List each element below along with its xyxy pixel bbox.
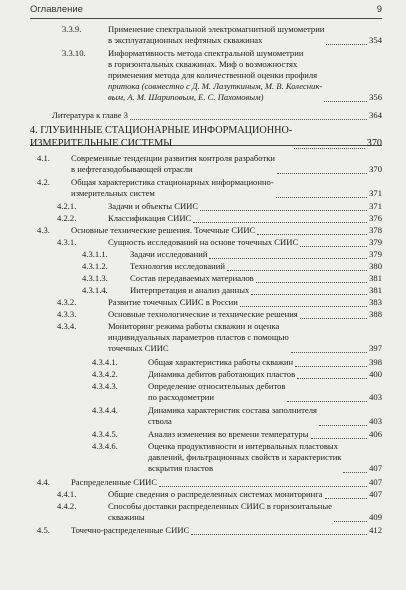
toc-entry-title — [130, 249, 207, 260]
toc-entry — [37, 225, 382, 236]
toc-entry — [82, 261, 382, 272]
toc-entry-line: Общая характеристика работы скважин — [148, 357, 294, 367]
toc-entry-line: давлений, фильтрационных свойств и характеристик — [148, 452, 342, 462]
toc-leader-dots — [209, 258, 367, 259]
toc-entry-line: Интерпретация и анализ данных — [130, 285, 250, 295]
toc-entry-line: ствола — [148, 416, 172, 426]
toc-page-number: 398 — [369, 357, 382, 367]
toc-entry-line: вскрытия пластов — [148, 463, 214, 473]
toc-page-number: 364 — [369, 110, 382, 120]
toc-entry — [92, 369, 382, 380]
toc-entry-line: Основные технологические и технические решения — [108, 309, 298, 319]
toc-entry-title — [71, 153, 275, 175]
toc-leader-dots — [276, 197, 367, 198]
toc-entry-line: измерительных систем — [71, 188, 155, 198]
toc-leader-dots — [325, 498, 367, 499]
toc-entry-number: 4.3.1.4. — [82, 285, 108, 295]
toc-entry-line: Динамика характеристик состава заполнителя — [148, 405, 317, 415]
toc-entry — [57, 489, 382, 500]
toc-entry-title — [108, 24, 324, 46]
toc-entry-number: 4.5. — [37, 525, 50, 535]
toc-page-number: 388 — [369, 309, 382, 319]
toc-leader-dots — [159, 486, 367, 487]
toc-leader-dots — [324, 101, 367, 102]
toc-entry-line: притока (совместно с Д. М. Лазуткиным, М. В. Колесник- — [108, 81, 323, 91]
toc-entry-number: 4.3.4.3. — [92, 381, 118, 391]
header-rule — [30, 18, 382, 19]
toc-entry-title — [148, 381, 285, 403]
toc-leader-dots — [277, 173, 367, 174]
toc-entry-title — [148, 357, 293, 368]
toc-entry-number: 4.4.1. — [57, 489, 77, 499]
toc-entry-line: Анализ изменения во времени температуры — [148, 429, 309, 439]
toc-entry-number: 4.3.4. — [57, 321, 77, 331]
toc-entry-number: 4.3.1. — [57, 237, 77, 247]
toc-page-number: 397 — [369, 343, 382, 353]
toc-entry-line: Основные технические решения. Точечные СИИС — [71, 225, 256, 235]
toc-entry-line: Способы доставки распределенных СИИС в горизонтальные — [108, 501, 332, 511]
toc-entry — [57, 213, 382, 224]
toc-page-number: 407 — [369, 463, 382, 473]
toc-page-number: 378 — [369, 225, 382, 235]
toc-leader-dots — [319, 425, 367, 426]
toc-entry-line: Оценка продуктивности и интервальных пластовых — [148, 441, 338, 451]
toc-entry-number: 4.2.2. — [57, 213, 77, 223]
toc-entry — [52, 110, 382, 121]
toc-leader-dots — [294, 148, 365, 149]
toc-entry-line: Развитие точечных СИИС в России — [108, 297, 238, 307]
toc-page-number: 381 — [369, 273, 382, 283]
toc-entry — [92, 405, 382, 427]
toc-leader-dots — [257, 234, 367, 235]
toc-entry-line: Технология исследований — [130, 261, 225, 271]
toc-leader-dots — [291, 352, 367, 353]
toc-entry-line: Состав передаваемых материалов — [130, 273, 254, 283]
toc-leader-dots — [343, 472, 367, 473]
toc-entry-line: в эксплуатационных нефтяных скважинах — [108, 35, 263, 45]
toc-page-number: 380 — [369, 261, 382, 271]
toc-leader-dots — [193, 222, 367, 223]
toc-entry — [37, 477, 382, 488]
toc-page-number: 381 — [369, 285, 382, 295]
toc-entry — [92, 429, 382, 440]
toc-entry — [37, 177, 382, 199]
toc-entry-line: Современные тенденции развития контроля разработки — [71, 153, 275, 163]
toc-leader-dots — [300, 318, 367, 319]
toc-leader-dots — [300, 246, 367, 247]
toc-entry-title — [130, 273, 254, 284]
toc-entry-title — [108, 48, 322, 103]
toc-entry-number: 3.3.10. — [62, 48, 86, 58]
toc-entry-number: 4.3.2. — [57, 297, 77, 307]
toc-chapter-entry — [30, 124, 382, 150]
toc-leader-dots — [295, 366, 367, 367]
toc-entry-line: Задачи и объекты СИИС — [108, 201, 199, 211]
toc-entry — [62, 48, 382, 103]
toc-entry-line: Общие сведения о распределенных системах мониторинга — [108, 489, 323, 499]
toc-entry-title — [148, 429, 309, 440]
toc-entry-number: 4.3.1.1. — [82, 249, 108, 259]
toc-entry — [82, 273, 382, 284]
toc-entry-line: Литература к главе 3 — [52, 110, 128, 120]
toc-entry-number: 4.3.4.4. — [92, 405, 118, 415]
toc-leader-dots — [130, 119, 367, 120]
toc-entry-line: скважины — [108, 512, 145, 522]
toc-entry-line: Задачи исследований — [130, 249, 208, 259]
running-header-title: Оглавление — [30, 4, 83, 15]
toc-entry-title — [52, 110, 128, 121]
toc-entry-line: Общая характеристика стационарных информационно- — [71, 177, 274, 187]
toc-entry-line: Точечно-распределенные СИИС — [71, 525, 190, 535]
toc-page-number: 379 — [369, 237, 382, 247]
toc-entry — [57, 201, 382, 212]
toc-leader-dots — [200, 210, 367, 211]
toc-leader-dots — [334, 521, 367, 522]
toc-entry — [92, 357, 382, 368]
toc-leader-dots — [240, 306, 367, 307]
toc-page-number: 370 — [366, 138, 382, 149]
toc-page-number: 371 — [369, 201, 382, 211]
toc-entry-line: индивидуальных параметров пластов с помощью — [108, 332, 289, 342]
toc-page-number: 412 — [369, 525, 382, 535]
toc-entry-line: по расходометрии — [148, 392, 214, 402]
toc-entry-line: вым, А. М. Шариповым, Е. С. Пахомовым) — [108, 92, 264, 102]
toc-entry — [57, 237, 382, 248]
toc-entry — [57, 297, 382, 308]
toc-page-number: 406 — [369, 429, 382, 439]
toc-entry-title — [108, 213, 191, 224]
toc-entry — [37, 525, 382, 536]
toc-entry-title — [108, 201, 198, 212]
toc-leader-dots — [251, 294, 367, 295]
toc-entry-title — [130, 261, 225, 272]
toc-entry — [57, 321, 382, 354]
toc-entry-title — [71, 525, 189, 536]
toc-entry — [57, 309, 382, 320]
toc-entry-title — [108, 297, 238, 308]
toc-entry-number: 4.3. — [37, 225, 50, 235]
toc-entry-number: 4.3.4.2. — [92, 369, 118, 379]
toc-page-number: 383 — [369, 297, 382, 307]
toc-entry — [92, 381, 382, 403]
toc-leader-dots — [326, 44, 367, 45]
toc-page-number: 354 — [369, 35, 382, 45]
toc-entry-line: Сущность исследований на основе точечных СИИС — [108, 237, 299, 247]
toc-leader-dots — [227, 270, 367, 271]
toc-entry-number: 4.3.4.5. — [92, 429, 118, 439]
toc-entry-number: 4.3.4.1. — [92, 357, 118, 367]
toc-entry-title — [71, 177, 274, 199]
toc-leader-dots — [297, 378, 367, 379]
toc-entry — [92, 441, 382, 474]
toc-page-number: 379 — [369, 249, 382, 259]
toc-entry-number: 4.2.1. — [57, 201, 77, 211]
toc-page-number: 356 — [369, 92, 382, 102]
toc-entry-line: Динамика дебитов работающих пластов — [148, 369, 296, 379]
toc-entry-line: точечных СИИС — [108, 343, 169, 353]
toc-page-number: 371 — [369, 188, 382, 198]
toc-leader-dots — [287, 401, 367, 402]
toc-entry-title — [71, 477, 157, 488]
toc-entry — [37, 153, 382, 175]
toc-entry-number: 4.2. — [37, 177, 50, 187]
toc-entry — [82, 285, 382, 296]
toc-entry-title — [108, 489, 323, 500]
toc-entry-title — [108, 321, 289, 354]
toc-entry — [62, 24, 382, 46]
toc-entry-number: 4.3.1.2. — [82, 261, 108, 271]
toc-entry-line: Информативность метода спектральной шумометрии — [108, 48, 304, 58]
toc-page-number: 407 — [369, 477, 382, 487]
toc-entry-title — [148, 369, 295, 380]
toc-entry — [57, 501, 382, 523]
toc-entry-title — [148, 441, 341, 474]
toc-page-number: 370 — [369, 164, 382, 174]
toc-entry-line: Мониторинг режима работы скважин и оценка — [108, 321, 280, 331]
toc-entry-line: Классификация СИИС — [108, 213, 192, 223]
toc-entry-number: 4.1. — [37, 153, 50, 163]
toc-entry-line: Применение спектральной электромагнитной шумометрии — [108, 24, 325, 34]
toc-entry-line: применения метода для количественной оценки профиля — [108, 70, 318, 80]
toc-entry-line: в нефтегазодобывающей отрасли — [71, 164, 193, 174]
toc-entry-line: Распределенные СИИС — [71, 477, 158, 487]
toc-entry-number: 4.3.1.3. — [82, 273, 108, 283]
toc-page-number: 403 — [369, 392, 382, 402]
toc-leader-dots — [191, 534, 367, 535]
running-header-page-number: 9 — [376, 4, 382, 15]
toc-entry-line: Определение относительных дебитов — [148, 381, 286, 391]
toc-entry-number: 3.3.9. — [62, 24, 82, 34]
toc-entry-title — [71, 225, 255, 236]
toc-page-number: 400 — [369, 369, 382, 379]
toc-entry-title — [148, 405, 317, 427]
toc-page-number: 409 — [369, 512, 382, 522]
toc-leader-dots — [311, 438, 367, 439]
toc-page-number: 407 — [369, 489, 382, 499]
toc-entry-title — [30, 124, 292, 150]
toc-entry-number: 4.4. — [37, 477, 50, 487]
toc-entry-number: 4.4.2. — [57, 501, 77, 511]
toc-entry-title — [108, 309, 298, 320]
toc-page-number: 376 — [369, 213, 382, 223]
toc-entry-title — [130, 285, 249, 296]
toc-entry-number: 4.3.3. — [57, 309, 77, 319]
toc-entry-line: 4. ГЛУБИННЫЕ СТАЦИОНАРНЫЕ ИНФОРМАЦИОННО- — [30, 125, 293, 136]
toc-page-number: 403 — [369, 416, 382, 426]
toc-entry-title — [108, 237, 298, 248]
toc-leader-dots — [256, 282, 367, 283]
toc-entry-line: ИЗМЕРИТЕЛЬНЫЕ СИСТЕМЫ — [30, 138, 173, 149]
toc-entry-line: в горизонтальных скважинах. Миф о возможностях — [108, 59, 298, 69]
toc-entry — [82, 249, 382, 260]
toc-entry-title — [108, 501, 332, 523]
toc-entry-number: 4.3.4.6. — [92, 441, 118, 451]
